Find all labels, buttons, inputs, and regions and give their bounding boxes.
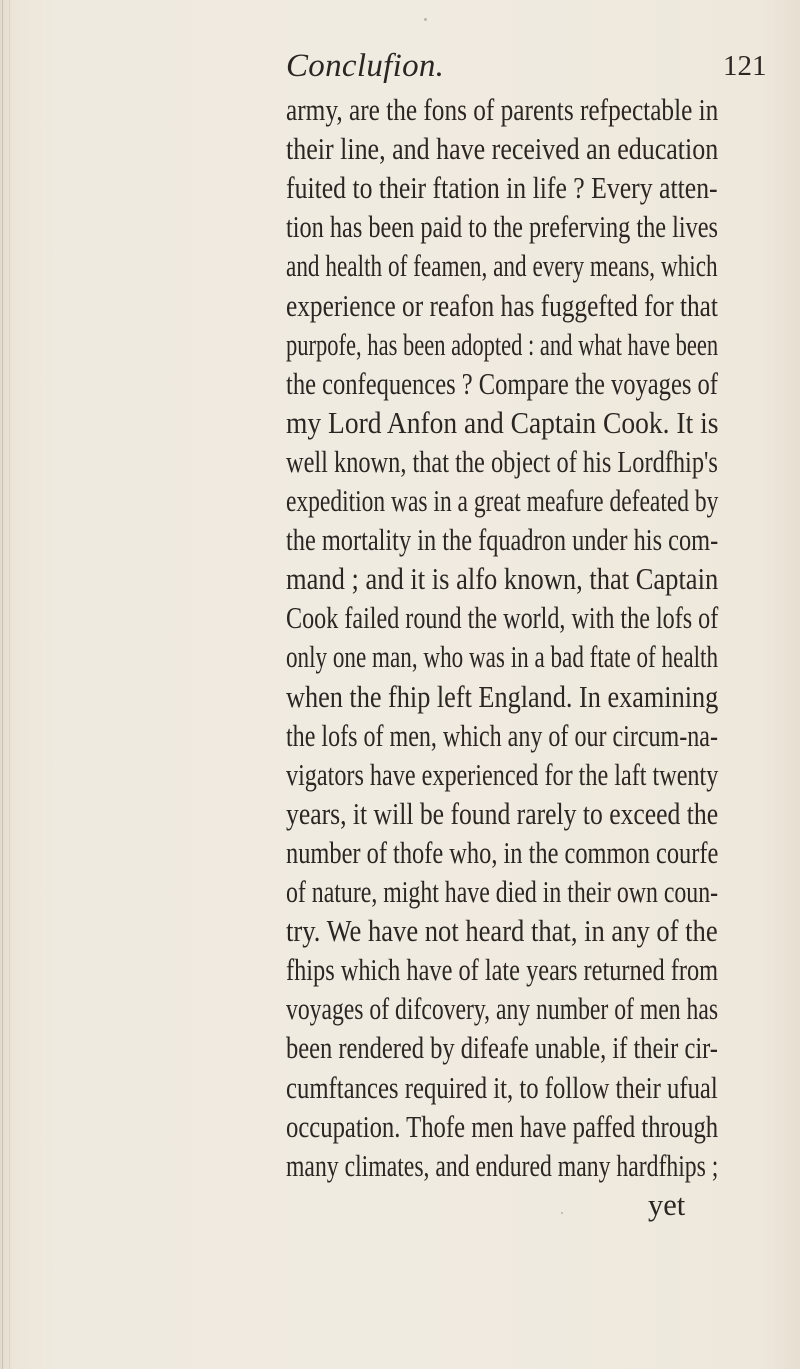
text-line: voyages of difcovery, any number of men has xyxy=(286,992,719,1027)
text-line: cumftances required it, to follow their ufual xyxy=(286,1070,718,1105)
text-line: vigators have experienced for the laft twenty xyxy=(286,757,719,792)
running-title: Conclufion. xyxy=(286,48,445,84)
text-line: only one man, who was in a bad ftate of health xyxy=(286,640,719,675)
text-line: the mortality in the fquadron under his com- xyxy=(286,523,719,558)
text-line: fhips which have of late years returned from xyxy=(286,953,719,988)
text-line: fuited to their ftation in life ? Every atten- xyxy=(286,171,718,206)
text-line: many climates, and endured many hardfhips ; xyxy=(286,1148,719,1183)
text-line: been rendered by difeafe unable, if their cir- xyxy=(286,1031,718,1066)
text-line: the confequences ? Compare the voyages of xyxy=(286,366,718,401)
text-line: purpofe, has been adopted : and what have been xyxy=(286,327,719,362)
text-line: army, are the fons of parents refpectable in xyxy=(286,93,719,127)
page-edge-line xyxy=(9,0,10,1369)
text-line: expedition was in a great meafure defeated by xyxy=(286,484,719,518)
page-header xyxy=(0,48,800,88)
text-line: mand ; and it is alfo known, that Captain xyxy=(286,562,719,597)
text-line: and health of feamen, and every means, which xyxy=(286,249,718,284)
text-line: the lofs of men, which any of our circum-na- xyxy=(286,718,718,753)
text-line: my Lord Anfon and Captain Cook. It is xyxy=(286,405,719,440)
text-line: well known, that the object of his Lordfhip's xyxy=(286,444,718,479)
catchword: yet xyxy=(648,1188,686,1222)
text-line: number of thofe who, in the common courfe xyxy=(286,835,719,870)
text-line: when the fhip left England. In examining xyxy=(286,679,719,714)
page-edge-line xyxy=(2,0,3,1369)
text-line: tion has been paid to the preferving the lives xyxy=(286,210,719,245)
text-line: their line, and have received an education xyxy=(286,132,719,167)
text-line: try. We have not heard that, in any of the xyxy=(286,914,718,949)
text-line: years, it will be found rarely to exceed the xyxy=(286,796,719,831)
page-number: 121 xyxy=(723,50,767,82)
text-line: Cook failed round the world, with the lofs of xyxy=(286,601,719,636)
paper-speck xyxy=(424,18,427,21)
paper-speck xyxy=(561,1212,563,1214)
text-line: of nature, might have died in their own coun- xyxy=(286,875,719,909)
text-line: occupation. Thofe men have paffed through xyxy=(286,1109,719,1144)
text-line: experience or reafon has fuggefted for that xyxy=(286,288,718,323)
